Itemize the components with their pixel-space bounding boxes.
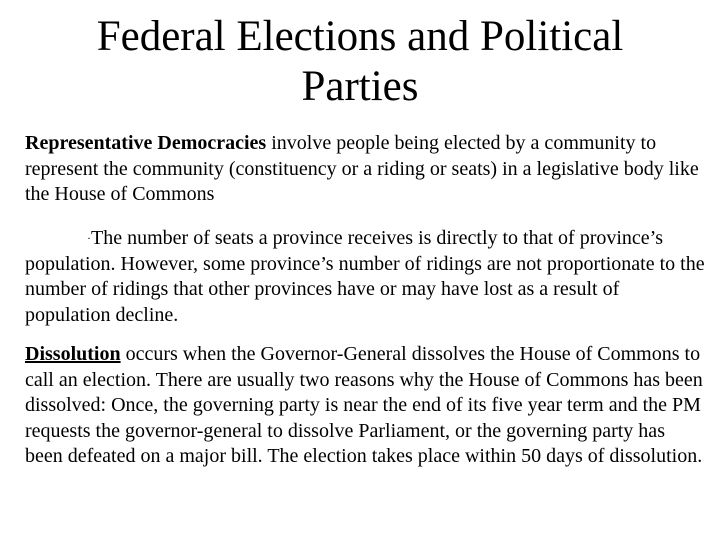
term-dissolution: Dissolution	[25, 343, 121, 365]
paragraph-seat-distribution	[25, 226, 705, 328]
bullet-dot: ·	[87, 231, 91, 245]
paragraph1-text: involve people being elected by a community to represent the community (constituency or a riding or seats) in a legislative body like the House of Commons	[25, 132, 699, 205]
paragraph-representative-democracies	[25, 131, 705, 208]
paragraph-dissolution	[25, 342, 705, 470]
slide-title: Federal Elections and Political Parties	[96, 13, 624, 110]
paragraph2-text: The number of seats a province receives is directly to that of province’s population. However, some province’s number of ridings are not proportionate to the number of ridings that other provinces have or may have lost as a result of population decline.	[25, 227, 705, 326]
term-representative-democracies: Representative Democracies	[25, 132, 267, 154]
paragraph3-text: occurs when the Governor-General dissolves the House of Commons to call an election. There are usually two reasons why the House of Commons has been dissolved: Once, the governing party is near the end of its five year term and the PM requests the governor-general to dissolve Parliament, or the governing party has been defeated on a major bill. The election takes place within 50 days of dissolution.	[25, 343, 703, 467]
